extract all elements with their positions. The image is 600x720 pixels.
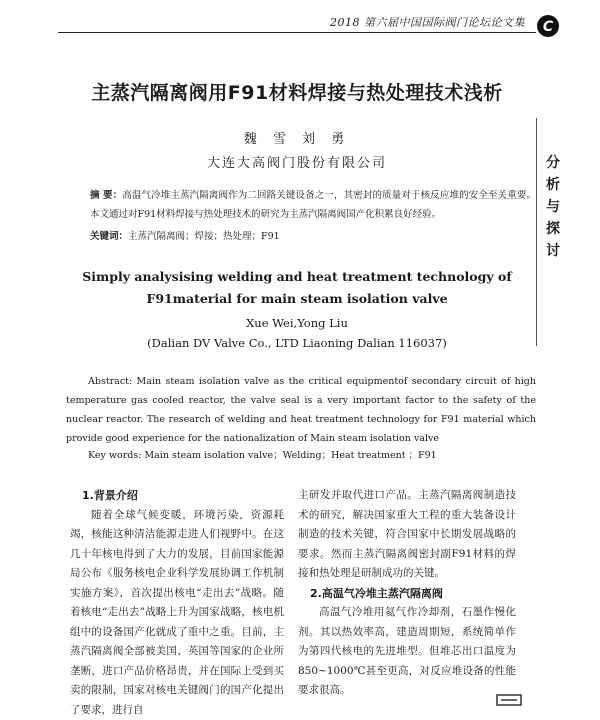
- running-header: 2018 第六届中国国际阀门论坛论文集: [330, 14, 530, 30]
- abstract-en: Abstract: Main steam isolation valve as the critical equipmentof secondary circuit of high temperature gas cooled reactor, the valve seal is a very important factor to the safety of the nuclear reactor. The research of welding and heat treatment technology for F91 material which provide good experience for the nationalization of Main steam isolation valve: [66, 372, 536, 448]
- section-side-label: [542, 152, 564, 262]
- side-divider: [536, 118, 537, 346]
- affiliation-cn: 大连大高阀门股份有限公司: [58, 152, 536, 171]
- paper-title-en: Simply analysising welding and heat treatment technology of F91material for main steam isolation valve: [58, 266, 536, 310]
- body-paragraph: 随着全球气候变暖，环境污染，资源耗竭，核能这种清洁能源走进人们视野中。在这几十年核电得到了大力的发展，目前国家能源局公布《服务核电企业科学发展协调工作机制实施方案》，首次提出核电“走出去”战略。随着核电“走出去”战略上升为国家战略，核电机组中的设备国产化就成了重中之重。目前，主蒸汽隔离阀全部被美国、英国等国家的企业所垄断，进口产品价格昂贵，并在国际上受到买卖的限制，国家对核电关键阀门的国产化提出了要求，进行自: [70, 506, 284, 720]
- abstract-cn: [90, 186, 536, 224]
- section-heading: 1.背景介绍: [82, 486, 284, 506]
- abstract-cn-text: 高温气冷堆主蒸汽隔离阀作为二回路关键设备之一，其密封的质量对于核反应堆的安全至关重要。本文通过对F91材料焊接与热处理技术的研究为主蒸汽隔离阀国产化积累良好经验。: [90, 190, 536, 220]
- keywords-cn-label: 关键词：: [90, 231, 128, 242]
- paper-title-cn: 主蒸汽隔离阀用F91材料焊接与热处理技术浅析: [58, 78, 536, 105]
- body-paragraph: 主研发并取代进口产品。主蒸汽隔离阀制造技术的研究，解决国家重大工程的重大装备设计制造的技术关键，符合国家中长期发展战略的要求。然而主蒸汽隔离阀密封副F91材料的焊接和热处理是研制成功的关键。: [298, 486, 516, 584]
- logo-letter: C: [543, 19, 554, 35]
- page-footer-mark-icon: [495, 692, 523, 708]
- header-rule: [58, 32, 536, 33]
- section-heading: 2.高温气冷堆主蒸汽隔离阀: [310, 584, 516, 604]
- abstract-cn-label: 摘 要：: [90, 190, 122, 201]
- side-char: 与: [542, 196, 564, 218]
- keywords-cn-text: 主蒸汽隔离阀；焊接；热处理；F91: [128, 231, 280, 242]
- authors-en: Xue Wei,Yong Liu: [58, 316, 536, 330]
- keywords-en: Key words: Main steam isolation valve；Welding；Heat treatment ；F91: [88, 448, 536, 464]
- publisher-logo-icon: [536, 14, 560, 38]
- side-char: 讨: [542, 240, 564, 262]
- side-char: 分: [542, 152, 564, 174]
- side-char: 析: [542, 174, 564, 196]
- body-paragraph: 高温气冷堆用氦气作冷却剂，石墨作慢化剂。其以热效率高，建造周期短，系统简单作为第四代核电的先进堆型。但堆芯出口温度为850~1000℃甚至更高，对反应堆设备的性能要求很高。: [298, 603, 516, 701]
- body-column-left: [70, 486, 284, 720]
- keywords-cn: [90, 229, 536, 245]
- side-char: 探: [542, 218, 564, 240]
- body-column-right: [298, 486, 516, 701]
- affiliation-en: (Dalian DV Valve Co., LTD Liaoning Dalian 116037): [58, 336, 536, 350]
- authors-cn: 魏 雪 刘 勇: [58, 128, 536, 147]
